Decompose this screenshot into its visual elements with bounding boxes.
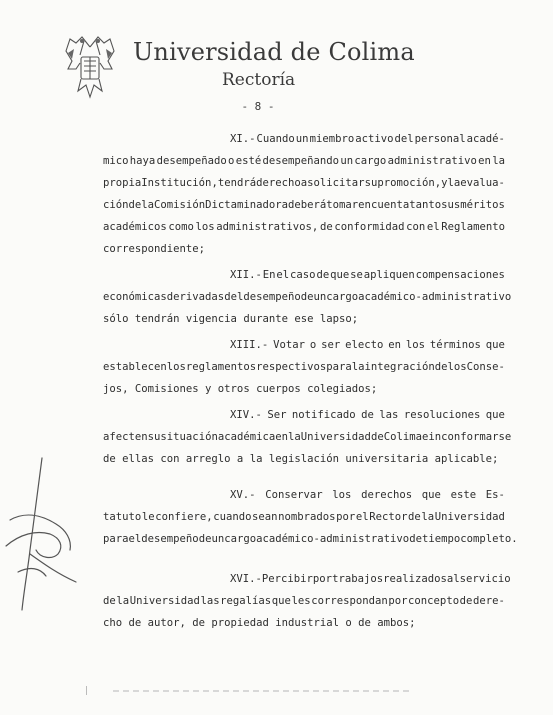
word: esté <box>235 155 262 167</box>
word: con <box>406 221 426 233</box>
word: las <box>200 595 220 607</box>
word: de <box>409 533 422 545</box>
word: Es- <box>485 489 505 501</box>
word: el <box>128 533 142 545</box>
word: la <box>351 361 365 373</box>
page-number: - 8 - <box>241 100 275 113</box>
word: de <box>459 595 473 607</box>
word: XVI.- <box>230 573 262 585</box>
word: de <box>316 269 330 281</box>
word: de <box>198 533 212 545</box>
paragraph-line <box>103 198 505 212</box>
paragraph-line <box>230 488 505 502</box>
paragraph-line: sólo tendrán vigencia durante ese lapso; <box>103 313 359 325</box>
word: sus <box>441 199 461 211</box>
paragraph-line <box>230 268 505 282</box>
word: la <box>447 177 461 189</box>
paragraph-line <box>103 290 512 304</box>
word: afecten <box>103 431 148 443</box>
word: en <box>388 339 402 351</box>
word: administrativos, <box>216 221 319 233</box>
word: desempeñado <box>156 155 227 167</box>
word: de <box>319 221 333 233</box>
word: un <box>295 133 309 145</box>
word: las <box>379 409 399 421</box>
word: de <box>361 409 374 421</box>
word: se <box>350 269 363 281</box>
word: ser <box>321 339 341 351</box>
word: de <box>434 361 448 373</box>
department-name: Rectoría <box>222 70 296 90</box>
word: compensaciones <box>415 269 505 281</box>
word: correspondan <box>311 595 388 607</box>
word: evalua- <box>460 177 505 189</box>
institution-name: Universidad de Colima <box>133 38 415 66</box>
word: la <box>492 155 505 167</box>
word: de <box>408 511 421 523</box>
word: Reglamento <box>441 221 505 233</box>
word: notificado <box>291 409 356 421</box>
word: el <box>276 269 290 281</box>
word: electo <box>345 339 384 351</box>
word: XV.- <box>230 489 256 501</box>
word: le <box>141 511 155 523</box>
word: que <box>421 489 441 501</box>
paragraph-line <box>103 220 505 234</box>
word: o <box>309 339 317 351</box>
word: derivadas <box>166 291 225 303</box>
word: tanto <box>409 199 442 211</box>
word: Conservar <box>265 489 323 501</box>
word: derechos <box>361 489 413 501</box>
word: desempeño <box>243 291 301 303</box>
word: la <box>141 199 155 211</box>
word: del <box>394 133 414 145</box>
word: activo <box>355 133 394 145</box>
word: los <box>405 339 426 351</box>
scan-mark <box>86 686 87 695</box>
word: XII.- <box>230 269 262 281</box>
word: personal <box>414 133 466 145</box>
word: les <box>291 595 311 607</box>
word: inconformarse <box>428 431 512 443</box>
word: términos <box>429 339 481 351</box>
word: Dictaminadora <box>205 199 288 211</box>
word: que <box>485 339 505 351</box>
word: deberá <box>288 199 327 211</box>
word: apliquen <box>363 269 415 281</box>
word: al <box>446 573 460 585</box>
word: que <box>330 269 350 281</box>
word: Universidad <box>300 431 371 443</box>
word: económicas <box>103 291 167 303</box>
word: desempeñando <box>262 155 340 167</box>
word: tatuto <box>103 511 142 523</box>
word: confiere, <box>155 511 213 523</box>
word: que <box>485 409 505 421</box>
paragraph-line: correspondiente; <box>103 243 206 255</box>
word: completo. <box>460 533 518 545</box>
word: de <box>300 291 314 303</box>
word: establecen <box>103 361 167 373</box>
word: los <box>332 489 352 501</box>
word: cargo <box>326 291 359 303</box>
word: XIV.- <box>230 409 262 421</box>
word: propia <box>103 177 142 189</box>
word: tendrá <box>217 177 257 189</box>
word: la <box>421 511 435 523</box>
word: respectivos <box>256 361 327 373</box>
word: cuando <box>213 511 252 523</box>
paragraph-line: de ellas con arreglo a la legislación universitaria aplicable; <box>103 453 499 465</box>
paragraph-line: jos, Comisiones y otros cuerpos colegiados; <box>103 383 378 395</box>
word: académica <box>217 431 276 443</box>
word: méritos <box>460 199 505 211</box>
paragraph-line <box>103 510 505 524</box>
word: que <box>271 595 291 607</box>
paragraph-line <box>103 430 512 444</box>
word: los <box>447 361 467 373</box>
word: XIII.- <box>230 339 269 351</box>
word: Colima <box>383 431 422 443</box>
word: el <box>355 511 369 523</box>
word: académico-administrativo <box>256 533 410 545</box>
word: nombrados <box>278 511 336 523</box>
word: de <box>370 431 384 443</box>
paragraph-line <box>230 408 505 422</box>
word: e <box>421 431 429 443</box>
paragraph-line <box>103 176 505 190</box>
word: acadé- <box>466 133 505 145</box>
word: su <box>364 177 378 189</box>
word: haya <box>129 155 156 167</box>
word: trabajos <box>332 573 384 585</box>
word: para <box>103 533 129 545</box>
word: de <box>103 595 116 607</box>
word: por <box>336 511 356 523</box>
word: derecho <box>256 177 301 189</box>
word: cargo <box>354 155 387 167</box>
word: Institución, <box>141 177 218 189</box>
word: Universidad <box>434 511 505 523</box>
handwritten-signature <box>0 450 90 620</box>
word: Percibir <box>261 573 313 585</box>
word: para <box>326 361 352 373</box>
word: la <box>116 595 130 607</box>
word: a <box>300 177 308 189</box>
word: caso <box>290 269 316 281</box>
word: por <box>388 595 408 607</box>
word: un <box>313 291 327 303</box>
word: del <box>224 291 244 303</box>
word: el <box>426 221 440 233</box>
word: solicitar <box>307 177 365 189</box>
word: la <box>288 431 301 443</box>
word: cargo <box>224 533 257 545</box>
word: tiempo <box>421 533 461 545</box>
word: conformidad <box>334 221 405 233</box>
word: reglamentos <box>185 361 257 373</box>
word: realizados <box>383 573 447 585</box>
paragraph-line <box>103 594 505 608</box>
word: integración <box>364 361 435 373</box>
word: En <box>262 269 276 281</box>
word: un <box>340 155 354 167</box>
word: los <box>195 221 215 233</box>
paragraph-line <box>103 360 505 374</box>
paragraph-line <box>103 154 505 168</box>
paragraph-line <box>230 572 511 586</box>
word: mico <box>103 155 129 167</box>
word: resoluciones <box>403 409 481 421</box>
word: regalías <box>220 595 272 607</box>
word: XI.- <box>230 133 256 145</box>
word: promoción, <box>377 177 442 189</box>
word: un <box>211 533 225 545</box>
paragraph-line <box>230 338 505 352</box>
word: tomar <box>326 199 359 211</box>
word: académico-administrativo <box>358 291 512 303</box>
word: Ser <box>267 409 287 421</box>
word: o <box>228 155 235 167</box>
word: Cuando <box>256 133 295 145</box>
word: sean <box>252 511 278 523</box>
word: cuenta <box>370 199 410 211</box>
word: situación <box>160 431 218 443</box>
word: desempeño <box>141 533 199 545</box>
word: ción <box>103 199 129 211</box>
word: de <box>128 199 142 211</box>
word: y <box>441 177 448 189</box>
word: Votar <box>273 339 306 351</box>
word: concepto <box>408 595 460 607</box>
word: como <box>168 221 194 233</box>
word: este <box>450 489 477 501</box>
word: servicio <box>459 573 511 585</box>
word: Comisión <box>154 199 206 211</box>
university-crest-logo <box>62 33 118 101</box>
word: administrativo <box>387 155 477 167</box>
scan-artifact-line <box>113 688 413 694</box>
word: los <box>166 361 186 373</box>
word: su <box>147 431 161 443</box>
word: miembro <box>309 133 355 145</box>
paragraph-line <box>230 132 505 146</box>
paragraph-line <box>103 532 518 546</box>
word: Conse- <box>466 361 505 373</box>
word: académicos <box>103 221 167 233</box>
word: Universidad <box>129 595 200 607</box>
word: por <box>312 573 333 585</box>
word: en <box>358 199 371 211</box>
word: en <box>275 431 288 443</box>
paragraph-line: cho de autor, de propiedad industrial o de ambos; <box>103 617 416 629</box>
word: en <box>478 155 491 167</box>
word: Rector <box>369 511 408 523</box>
word: dere- <box>473 595 505 607</box>
